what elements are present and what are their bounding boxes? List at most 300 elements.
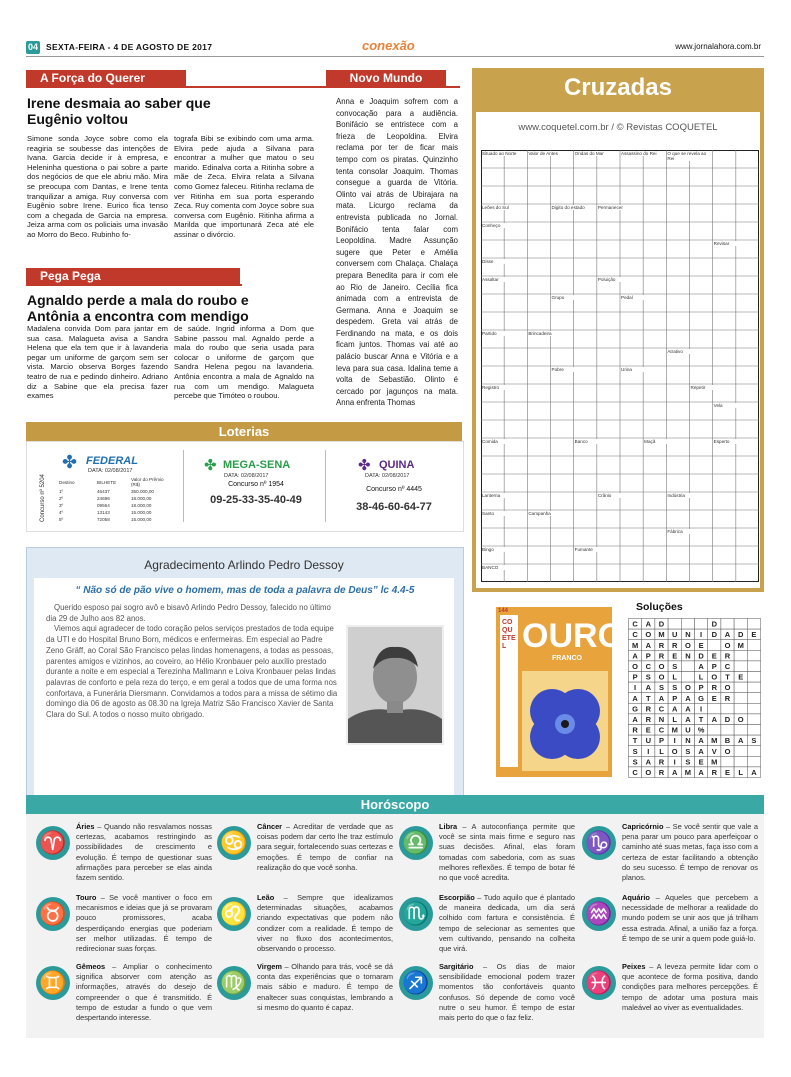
agradecimento-quote: “ Não só de pão vive o homem, mas de toda a palavra de Deus” lc 4.4-5 <box>75 585 415 596</box>
horoscope-entry <box>439 893 575 954</box>
pega-rule <box>26 284 242 286</box>
table-cell: 18.000,00 <box>131 503 152 508</box>
forca-title: Irene desmaia ao saber que Eugênio voltou <box>27 95 211 127</box>
solution-cell <box>734 746 747 757</box>
solution-cell <box>734 661 747 672</box>
federal-name: FEDERAL <box>86 455 138 467</box>
solution-letter: L <box>738 768 743 777</box>
novo-banner: Novo Mundo <box>326 70 446 86</box>
solution-letter: R <box>658 640 665 650</box>
solution-letter: E <box>711 651 717 661</box>
solution-letter: M <box>711 757 718 767</box>
solution-letter: L <box>698 672 704 682</box>
sign-name: Gêmeos <box>76 962 106 971</box>
sign-text: Ampliar o conhecimento significa absorver com atenção as informações, através do desejo de compreender o que é transmitido. É tempo de estudar a fundo o que vem despertando interesse. <box>76 962 212 1023</box>
solution-letter: V <box>711 746 717 756</box>
solution-letter: A <box>685 693 691 703</box>
solution-cell <box>734 693 747 704</box>
zodiac-icon: ♏ <box>399 897 433 931</box>
sign-name: Virgem <box>257 962 282 971</box>
solution-letter: R <box>645 704 652 714</box>
sign-text: Os dias de maior sensibilidade emocional podem trazer momentos tão confortáveis quanto confusos. Só depende de como você nutre o seu humor. É tempo de estar mais perto do que o faz feliz. <box>439 962 575 1023</box>
horoscope-entry <box>76 893 212 954</box>
crossword-clue: Permanecer <box>598 205 640 210</box>
table-cell: 5º <box>59 517 64 522</box>
solution-letter: E <box>672 651 678 661</box>
solution-cell <box>747 682 760 693</box>
solution-letter: A <box>645 640 652 650</box>
solution-letter: A <box>671 704 678 714</box>
solution-cell <box>695 619 708 630</box>
crossword-clue: Assaltar <box>482 277 524 282</box>
solution-cell <box>734 703 747 714</box>
solution-letter: G <box>632 704 639 714</box>
horoscope-entry <box>257 962 393 1013</box>
sign-name: Capricórnio <box>622 822 664 831</box>
table-cell: 09564 <box>97 503 110 508</box>
sign-text: A leveza permite lidar com o que acontece de forma positiva, dando condições para melhores percepções. É tempo de adotar uma postura mais maleável ao viver as eventualidades. <box>622 962 758 1012</box>
solution-letter: S <box>751 736 757 746</box>
sign-text: A autoconfiança permite que você se sinta mais firme e seguro nas suas decisões. Afinal, elas foram tomadas com sabedoria, com as suas melhores reflexões. É tempo de botar fé no que você acredita. <box>439 822 575 883</box>
portrait-image <box>348 627 442 743</box>
table-cell: 13143 <box>97 510 110 515</box>
solution-cell <box>708 703 721 714</box>
page-number: 04 <box>27 42 38 52</box>
solution-cell <box>681 619 694 630</box>
megasena-date: DATA: 02/08/2017 <box>224 473 269 479</box>
zodiac-icon: ♋ <box>217 826 251 860</box>
solution-letter: D <box>724 715 731 724</box>
sign-text: Se você mantiver o foco em mecanismos e ideias que já se provaram pouco promissores, acaba desperdiçando energias que poderiam ser melhor utilizadas. É tempo de redirecionar suas forças. <box>76 893 213 954</box>
solution-letter: N <box>685 630 691 640</box>
zodiac-icon: ♌ <box>217 897 251 931</box>
solution-letter: C <box>632 619 638 629</box>
solution-letter: S <box>685 746 691 756</box>
crossword-clue: Situado ao Norte <box>482 151 524 156</box>
cruzadas-credit[interactable]: www.coquetel.com.br / © Revistas COQUETEL <box>518 122 718 133</box>
solution-letter: A <box>685 704 691 714</box>
table-row <box>58 495 172 502</box>
solution-letter: I <box>673 736 676 746</box>
solution-letter: P <box>658 736 665 746</box>
crossword-clue: Disse <box>482 259 524 264</box>
sign-separator: – <box>274 893 298 902</box>
solution-letter: A <box>645 619 652 629</box>
crossword-clue: Bingo <box>482 547 524 552</box>
solution-cell <box>708 640 721 651</box>
agradecimento-title: Agradecimento Arlindo Pedro Dessoy <box>144 558 344 572</box>
forca-col-2: tografa Bibi se exibindo com uma arma. Elvira pede ajuda a Silvana para encontrar a mulher que matou o seu marido. Edinalva corta a Ritinha sobre a mãe de Zeca. Elvira relata a Silvana como Gomez faleceu. Ritinha reclama de ver Ritinha em sua porta esperando Zeca. Ruy comenta com Joyce sobre sua conversa com Eugênio. Ritinha afirma a Marilda que importunará Zeca até ele assinar o divórcio. <box>174 134 314 239</box>
federal-date: DATA: 02/08/2017 <box>88 468 133 474</box>
sign-name: Escorpião <box>439 893 475 902</box>
magazine-title: OURO <box>522 617 624 655</box>
megasena-concurso: Concurso nº 1954 <box>228 481 284 488</box>
portrait-photo <box>346 625 444 745</box>
solution-letter: D <box>737 630 744 640</box>
solution-letter: C <box>632 630 638 640</box>
novo-text: Anna e Joaquim sofrem com a convocação para a audiência. Bonifácio se entristece com a frieza de Leopoldina. Elvira reclama por ter de ficar mais tempo com os piratas. Quinzinho tenta consolar Joaquim. Thomas consegue a guarda de Vitória. Olinto vai atrás de Ubirajara na mata. Licurgo reclama da entrevista publicada no Jornal. Bonifácio tenta falar com Leopoldina. Madre Assunção sugere que Peter e Amélia conversem com Chalaça. Chalaça prepara Benedita para ir com ele ao Rio de Janeiro. Cecília fica animada com a entrevista de Germana. Anna e Joaquim se despedem. Greta vai atrás de Ferdinando na mata, e os dois ficam juntos. Thomas vai até ao palácio buscar Anna e Vitória e a leva para sua casa. Idalina teme a volta de Sebastião. Olinto é cercado por jagunços na mata. Anna enfrenta Thomas <box>336 97 458 408</box>
zodiac-icon: ♎ <box>399 826 433 860</box>
sign-name: Leão <box>257 893 275 902</box>
solution-cell <box>747 746 760 757</box>
solution-letter: R <box>658 768 665 777</box>
pega-banner: Pega Pega <box>26 268 240 284</box>
crossword-clue: Comida <box>482 439 524 444</box>
federal-header-row <box>58 476 172 488</box>
solution-letter: M <box>631 640 639 650</box>
solution-cell <box>747 650 760 661</box>
solution-cell <box>747 703 760 714</box>
site-url[interactable]: www.jornalahora.com.br <box>675 42 761 51</box>
solution-letter: P <box>672 693 678 703</box>
solution-letter: L <box>659 746 664 756</box>
solution-letter: A <box>751 768 757 777</box>
solution-letter: S <box>645 672 651 682</box>
solution-cell <box>747 619 760 630</box>
crossword-clue: Revisar <box>714 241 756 246</box>
zodiac-icon: ♈ <box>36 826 70 860</box>
crossword-clue: Grupo <box>552 295 594 300</box>
solution-letter: % <box>697 725 705 735</box>
table-cell: 4º <box>59 510 64 515</box>
solution-letter: O <box>684 640 691 650</box>
zodiac-icon: ♒ <box>582 897 616 931</box>
solutions-svg <box>628 618 764 782</box>
solution-cell <box>734 650 747 661</box>
solution-letter: S <box>632 757 638 767</box>
federal-clover-icon: ✤ <box>62 452 78 472</box>
solution-letter: D <box>711 630 718 640</box>
quina-concurso: Concurso nº 4445 <box>366 486 422 493</box>
solution-letter: L <box>672 672 677 682</box>
zodiac-icon: ♍ <box>217 966 251 1000</box>
solution-letter: A <box>658 693 665 703</box>
solution-letter: N <box>685 651 691 661</box>
solution-letter: E <box>738 672 744 682</box>
solution-letter: O <box>645 630 652 640</box>
sign-separator: – <box>645 962 657 971</box>
solution-letter: A <box>645 683 652 693</box>
solution-letter: E <box>751 630 757 640</box>
solution-letter: M <box>671 725 678 735</box>
solution-letter: A <box>711 715 718 724</box>
solution-letter: M <box>711 736 718 746</box>
solution-letter: M <box>684 768 692 777</box>
pega-col-1: Madalena convida Dom para jantar em sua casa. Malagueta avisa a Sandra Helena que ela tem que ir à lavanderia pegar um uniforme de garçom sem ser vista. Marcio observa Borges fazendo teatro de rua e pedindo dinheiro. Adriano diz a Sabine que ela precisa fazer exames <box>27 324 168 401</box>
megasena-clover-icon: ✤ <box>204 457 217 474</box>
sign-name: Libra <box>439 822 458 831</box>
sign-text: Olhando para trás, você se dá conta das experiências que o tornaram mais sábio e maduro. É tempo de enaltecer suas conquistas, lembrando a si mesmo do quanto é capaz. <box>257 962 394 1012</box>
sign-name: Peixes <box>622 962 646 971</box>
solution-letter: I <box>647 746 650 756</box>
table-cell: 15.000,00 <box>131 517 152 522</box>
horoscopo-title: Horóscopo <box>26 795 764 814</box>
sign-name: Câncer <box>257 822 283 831</box>
solution-letter: O <box>684 683 691 693</box>
crossword-clue: Campanha <box>528 511 570 516</box>
solution-letter: N <box>685 736 691 746</box>
novo-section <box>326 70 460 86</box>
crossword-clue: Digito do estado <box>552 205 594 210</box>
agradecimento-paragraph: Querido esposo pai sogro avô e bisavô Arlindo Pedro Dessoy, falecido no último dia 29 de Julho aos 82 anos. <box>46 603 331 623</box>
magazine-number: 144 <box>498 608 509 614</box>
sign-separator: – <box>282 822 294 831</box>
solution-letter: O <box>658 662 665 671</box>
sign-separator: – <box>474 893 484 902</box>
magazine-brand: COQUETEL <box>502 619 516 650</box>
crossword-clue: Atrativo <box>667 349 709 354</box>
loterias-title: Loterias <box>26 422 462 441</box>
forca-rule <box>26 86 460 88</box>
magazine-cover[interactable] <box>496 607 624 777</box>
solution-cell <box>721 703 734 714</box>
solution-letter: C <box>632 768 638 777</box>
solution-letter: O <box>724 683 731 693</box>
solution-cell <box>734 682 747 693</box>
solution-cell <box>747 714 760 725</box>
table-row <box>58 516 172 523</box>
pega-col-2: de saúde. Ingrid informa a Dom que Sabine passou mal. Agnaldo perde a mala do roubo que seria usada para colocar o uniforme de garçom que Sandra Helena pegou na lavanderia. Antônia encontra a mala de Agnaldo na rua com um mendigo. Malagueta percebe que Timóteo o roubou. <box>174 324 314 401</box>
solution-letter: I <box>673 757 676 767</box>
solution-cell <box>747 756 760 767</box>
table-cell: 72058 <box>97 517 110 522</box>
solution-letter: A <box>632 715 638 724</box>
table-cell: 24696 <box>97 496 110 501</box>
crossword-clue: Banco <box>575 439 617 444</box>
table-cell: 2º <box>59 496 64 501</box>
solution-letter: R <box>711 683 718 693</box>
solution-letter: R <box>671 640 678 650</box>
pega-title: Agnaldo perde a mala do roubo e Antônia a encontra com mendigo <box>27 292 249 324</box>
crossword-clue: Valor de Antes <box>528 151 570 156</box>
solution-cell <box>734 756 747 767</box>
solution-letter: A <box>685 715 691 724</box>
solution-letter: O <box>724 640 731 650</box>
crossword-clue: Repetir <box>691 385 733 390</box>
solution-cell <box>734 725 747 736</box>
solution-letter: U <box>645 736 652 746</box>
section-logo: conexão <box>362 38 415 53</box>
sign-name: Aquário <box>622 893 650 902</box>
zodiac-icon: ♐ <box>399 966 433 1000</box>
federal-table <box>58 476 172 523</box>
solution-letter: A <box>737 736 744 746</box>
crossword-clue: Esperto <box>714 439 756 444</box>
solution-letter: A <box>698 768 704 777</box>
solution-cell <box>708 725 721 736</box>
table-row <box>58 509 172 516</box>
agradecimento-text <box>46 603 338 721</box>
crossword-clues <box>481 150 759 582</box>
sign-name: Sargitário <box>439 962 474 971</box>
solution-cell <box>747 640 760 651</box>
megasena-name: MEGA-SENA <box>223 459 291 471</box>
solution-cell <box>747 672 760 683</box>
crossword-clue: Vela <box>714 403 756 408</box>
solution-letter: R <box>632 725 638 735</box>
federal-header-cell: Valor do Prêmio (R$) <box>131 477 164 487</box>
solution-cell <box>721 756 734 767</box>
solution-letter: E <box>698 757 704 767</box>
solution-letter: A <box>724 630 731 640</box>
crossword-clue: Maçã <box>644 439 686 444</box>
federal-header-cell: BILHETE <box>97 479 117 485</box>
sign-text: Acreditar de verdade que as coisas podem dar certo lhe traz estímulo para seguir, fortalecendo suas certezas e emoções. É tempo de confiar na realização do que você sonha. <box>257 822 393 872</box>
solution-letter: A <box>632 693 638 703</box>
solution-letter: E <box>724 768 731 777</box>
solution-letter: T <box>632 736 638 746</box>
solution-letter: T <box>698 715 704 724</box>
crossword-clue: Leões do Sul <box>482 205 524 210</box>
sign-separator: – <box>457 822 472 831</box>
sign-text: Se você sentir que vale a pena parar um pouco para aperfeiçoar o caminho até suas metas, faça isso com a certeza de estar facilitando a obtenção do seu sucesso. É tempo de renovar os planos. <box>622 822 759 883</box>
solution-letter: O <box>724 746 731 756</box>
solution-letter: C <box>658 725 665 735</box>
sign-separator: – <box>281 962 292 971</box>
forca-banner: A Força do Querer <box>26 70 186 86</box>
solution-letter: A <box>698 746 704 756</box>
crossword-clue: Poluição <box>598 277 640 282</box>
table-cell: 15.000,00 <box>131 510 152 515</box>
solution-letter: O <box>658 672 665 682</box>
horoscope-entry <box>622 962 758 1013</box>
sign-name: Áries <box>76 822 95 831</box>
flower-image <box>522 671 608 771</box>
megasena-numbers: 09-25-33-35-40-49 <box>210 494 302 506</box>
solution-letter: A <box>645 757 652 767</box>
solution-cell <box>721 725 734 736</box>
solution-letter: O <box>645 768 652 777</box>
solution-cell <box>668 619 681 630</box>
magazine-subtitle: FRANCO <box>552 655 582 662</box>
federal-concurso: Concurso nº 5204 <box>40 474 46 522</box>
loterias-divider <box>183 450 184 522</box>
solution-letter: T <box>646 693 651 703</box>
sign-separator: – <box>96 893 110 902</box>
crossword-clue: O que se revela ao Rei <box>667 151 709 161</box>
table-row <box>58 502 172 509</box>
federal-header-cell: Destino <box>59 479 75 485</box>
zodiac-icon: ♊ <box>36 966 70 1000</box>
solution-cell <box>681 672 694 683</box>
solution-letter: A <box>698 662 704 671</box>
solution-letter: A <box>632 651 638 661</box>
sign-text: Sempre que idealizamos determinadas situações, acabamos criando expectativas que podem não condizer com a realidade. É tempo de viver no fluxo dos acontecimentos, observando o processo. <box>257 893 393 954</box>
crossword-clue: Pedal <box>621 295 663 300</box>
table-row <box>58 488 172 495</box>
solution-letter: R <box>724 693 731 703</box>
solution-letter: M <box>737 640 744 650</box>
solution-letter: S <box>658 683 665 693</box>
horoscope-entry <box>257 822 393 873</box>
solution-letter: E <box>698 640 704 650</box>
solution-letter: I <box>634 683 637 693</box>
solution-letter: A <box>698 736 704 746</box>
crossword-clue: Registro <box>482 385 524 390</box>
solution-cell <box>747 661 760 672</box>
forca-col-1: Simone sonda Joyce sobre como ela reagiria se soubesse das intenções de Ivana. Garcia decide ir à empresa, e Heleninha questiona o pai sobre a parte dos negócios de que ele abriu mão. Mira se preocupa com Dantas, e Irene tenta tranquilizar a amiga. Ruy conversa com Eugênio sobre Irene. Eurico fica tenso com a chegada de Garcia na empresa. Jeiza arma com os policiais uma invasão ao Morro do Beco. Rubinho fo- <box>27 134 168 239</box>
solution-letter: L <box>672 715 677 724</box>
crossword-clue: Urina <box>621 367 663 372</box>
solution-letter: S <box>672 683 678 693</box>
quina-numbers: 38-46-60-64-77 <box>356 501 432 513</box>
solution-letter: D <box>698 651 704 661</box>
crossword-clue: BANCO <box>482 565 524 570</box>
horoscope-entry <box>622 893 758 944</box>
horoscope-entry <box>439 822 575 883</box>
crossword-clue: Santo <box>482 511 524 516</box>
solution-letter: N <box>658 715 665 724</box>
solution-cell <box>681 661 694 672</box>
crossword-clue: Fumante <box>575 547 617 552</box>
solution-letter: P <box>645 651 651 661</box>
crossword-clue: Lanterna <box>482 493 524 498</box>
solution-letter: R <box>645 715 652 724</box>
solution-letter: M <box>658 630 665 640</box>
solution-letter: U <box>685 725 691 735</box>
crossword-clue: Partido <box>482 331 524 336</box>
zodiac-icon: ♓ <box>582 966 616 1000</box>
horoscope-entry <box>257 893 393 954</box>
zodiac-icon: ♑ <box>582 826 616 860</box>
horoscope-entry <box>439 962 575 1023</box>
solution-letter: C <box>658 704 665 714</box>
sign-separator: – <box>473 962 497 971</box>
solution-letter: S <box>672 662 678 671</box>
solution-letter: D <box>658 619 665 629</box>
header-divider <box>26 56 764 57</box>
table-cell: 1º <box>59 489 64 494</box>
solution-letter: U <box>671 630 678 640</box>
solution-cell <box>747 725 760 736</box>
quina-date: DATA: 02/08/2017 <box>365 473 410 479</box>
sign-separator: – <box>105 962 123 971</box>
crossword-clue: Pobre <box>552 367 594 372</box>
sign-name: Touro <box>76 893 97 902</box>
cruzadas-title: Cruzadas <box>563 74 673 101</box>
quina-clover-icon: ✤ <box>358 457 371 474</box>
solution-letter: O <box>737 715 744 724</box>
solution-cell <box>721 619 734 630</box>
agradecimento-paragraph: Viemos aqui agradecer de todo coração pelos serviços prestados de toda equipe da UTI e do Hospital Bruno Born, médicos e enfermeiras. Em especial ao Padre Zeno Gräff, ao Coral São Francisco pelas lindas homenagens, a todas as pessoas, parentes amigos e vizinhos, ao coveiro, ao Hélio Kronbauer pelo auxílio prestado durante a noite e em especial a Terezinha Mallmann e Loiva Kronbauer pelas lindas palavras de conforto e pela reza do terço, e em geral a todos que de uma forma nos confortava, a Funerária Diersmann. Convidamos a todos para a missa de sétimo dia domingo dia 06 de agosto as 08.30 na Igreja Matriz São Francisco Xavier de Santa Clara do Sul. A todos o nosso muito obrigado. <box>46 624 338 720</box>
horoscope-entry <box>622 822 758 883</box>
solution-letter: A <box>671 768 678 777</box>
page-date: SEXTA-FEIRA - 4 DE AGOSTO DE 2017 <box>46 42 213 52</box>
crossword-clue: Assassino do Rei <box>621 151 663 156</box>
quina-name: QUINA <box>379 459 415 471</box>
solutions-grid <box>628 618 764 787</box>
solution-letter: R <box>658 651 665 661</box>
solution-letter: P <box>698 683 704 693</box>
table-cell: 46437 <box>97 489 110 494</box>
solution-cell <box>747 693 760 704</box>
table-cell: 350.000,00 <box>131 489 154 494</box>
solution-letter: E <box>711 693 717 703</box>
solution-letter: B <box>724 736 731 746</box>
solution-letter: S <box>685 757 691 767</box>
solution-letter: C <box>645 662 652 671</box>
solution-letter: S <box>632 746 638 756</box>
solution-letter: R <box>658 757 665 767</box>
solution-letter: P <box>711 662 717 671</box>
crossword-clue: Fábrica <box>667 529 709 534</box>
crossword-clue: Ondas do Mar <box>575 151 617 156</box>
table-cell: 18.000,00 <box>131 496 152 501</box>
sign-text: Tudo aquilo que é plantado de maneira dedicada, um dia será colhido com fartura e consistência. É tempo de selecionar as sementes que vem cultivando, pensando na colheita que virá. <box>439 893 575 954</box>
sign-separator: – <box>94 822 105 831</box>
solution-letter: D <box>711 619 718 629</box>
solution-letter: I <box>700 630 703 640</box>
